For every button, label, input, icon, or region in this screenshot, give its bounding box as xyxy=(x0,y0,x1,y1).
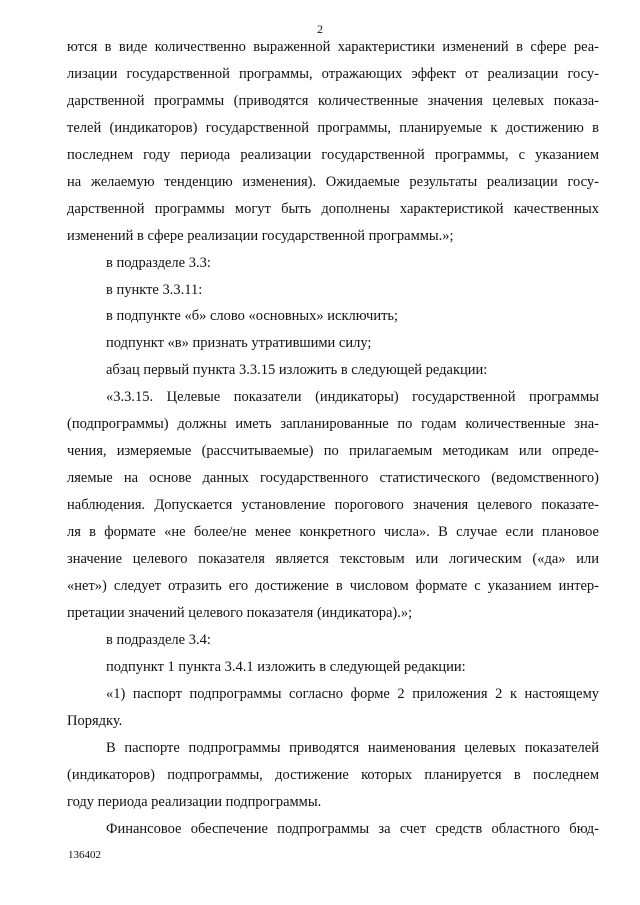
text-line: чения, измеряемые (рассчитываемые) по прилагаемым методикам или опреде- xyxy=(67,443,599,459)
document-code: 136402 xyxy=(68,849,101,861)
text-line: дарственной программы (приводятся количественные значения целевых показа- xyxy=(67,93,599,109)
text-line: подпункт «в» признать утратившими силу; xyxy=(106,335,372,351)
text-line: абзац первый пункта 3.3.15 изложить в следующей редакции: xyxy=(106,362,488,378)
text-line: «нет») следует отразить его достижение в числовом формате с указанием интер- xyxy=(67,578,599,594)
page-number: 2 xyxy=(317,22,323,36)
text-line: в пункте 3.3.11: xyxy=(106,282,203,298)
text-line: в подразделе 3.3: xyxy=(106,255,211,271)
text-line: ля в формате «не более/не менее конкретного числа». В случае если плановое xyxy=(67,524,599,540)
text-line: в подразделе 3.4: xyxy=(106,632,211,648)
text-line: «3.3.15. Целевые показатели (индикаторы) государственной программы xyxy=(106,389,599,405)
text-line: значение целевого показателя является текстовым или логическим («да» или xyxy=(67,551,599,567)
text-line: претации значений целевого показателя (индикатора).»; xyxy=(67,605,413,621)
text-line: «1) паспорт подпрограммы согласно форме 2 приложения 2 к настоящему xyxy=(106,686,599,702)
text-line: телей (индикаторов) государственной программы, планируемые к достижению в xyxy=(67,120,599,136)
text-line: на желаемую тенденцию изменения). Ожидаемые результаты реализации госу- xyxy=(67,174,599,190)
text-line: наблюдения. Допускается установление порогового значения целевого показате- xyxy=(67,497,599,513)
text-line: изменений в сфере реализации государственной программы.»; xyxy=(67,228,454,244)
text-line: последнем году периода реализации государственной программы, с указанием xyxy=(67,147,599,163)
text-line: В паспорте подпрограммы приводятся наименования целевых показателей xyxy=(106,740,599,756)
text-line: Порядку. xyxy=(67,713,123,729)
text-line: году периода реализации подпрограммы. xyxy=(67,794,322,810)
text-line: Финансовое обеспечение подпрограммы за счет средств областного бюд- xyxy=(106,821,599,837)
text-line: лизации государственной программы, отражающих эффект от реализации госу- xyxy=(67,66,599,82)
text-line: подпункт 1 пункта 3.4.1 изложить в следующей редакции: xyxy=(106,659,466,675)
text-line: ются в виде количественно выраженной характеристики изменений в сфере реа- xyxy=(67,39,599,55)
text-line: ляемые на основе данных государственного статистического (ведомственного) xyxy=(67,470,599,486)
text-line: в подпункте «б» слово «основных» исключить; xyxy=(106,308,399,324)
text-line: дарственной программы могут быть дополнены характеристикой качественных xyxy=(67,201,599,217)
text-line: (индикаторов) подпрограммы, достижение которых планируется в последнем xyxy=(67,767,599,783)
text-line: (подпрограммы) должны иметь запланированные по годам количественные зна- xyxy=(67,416,599,432)
